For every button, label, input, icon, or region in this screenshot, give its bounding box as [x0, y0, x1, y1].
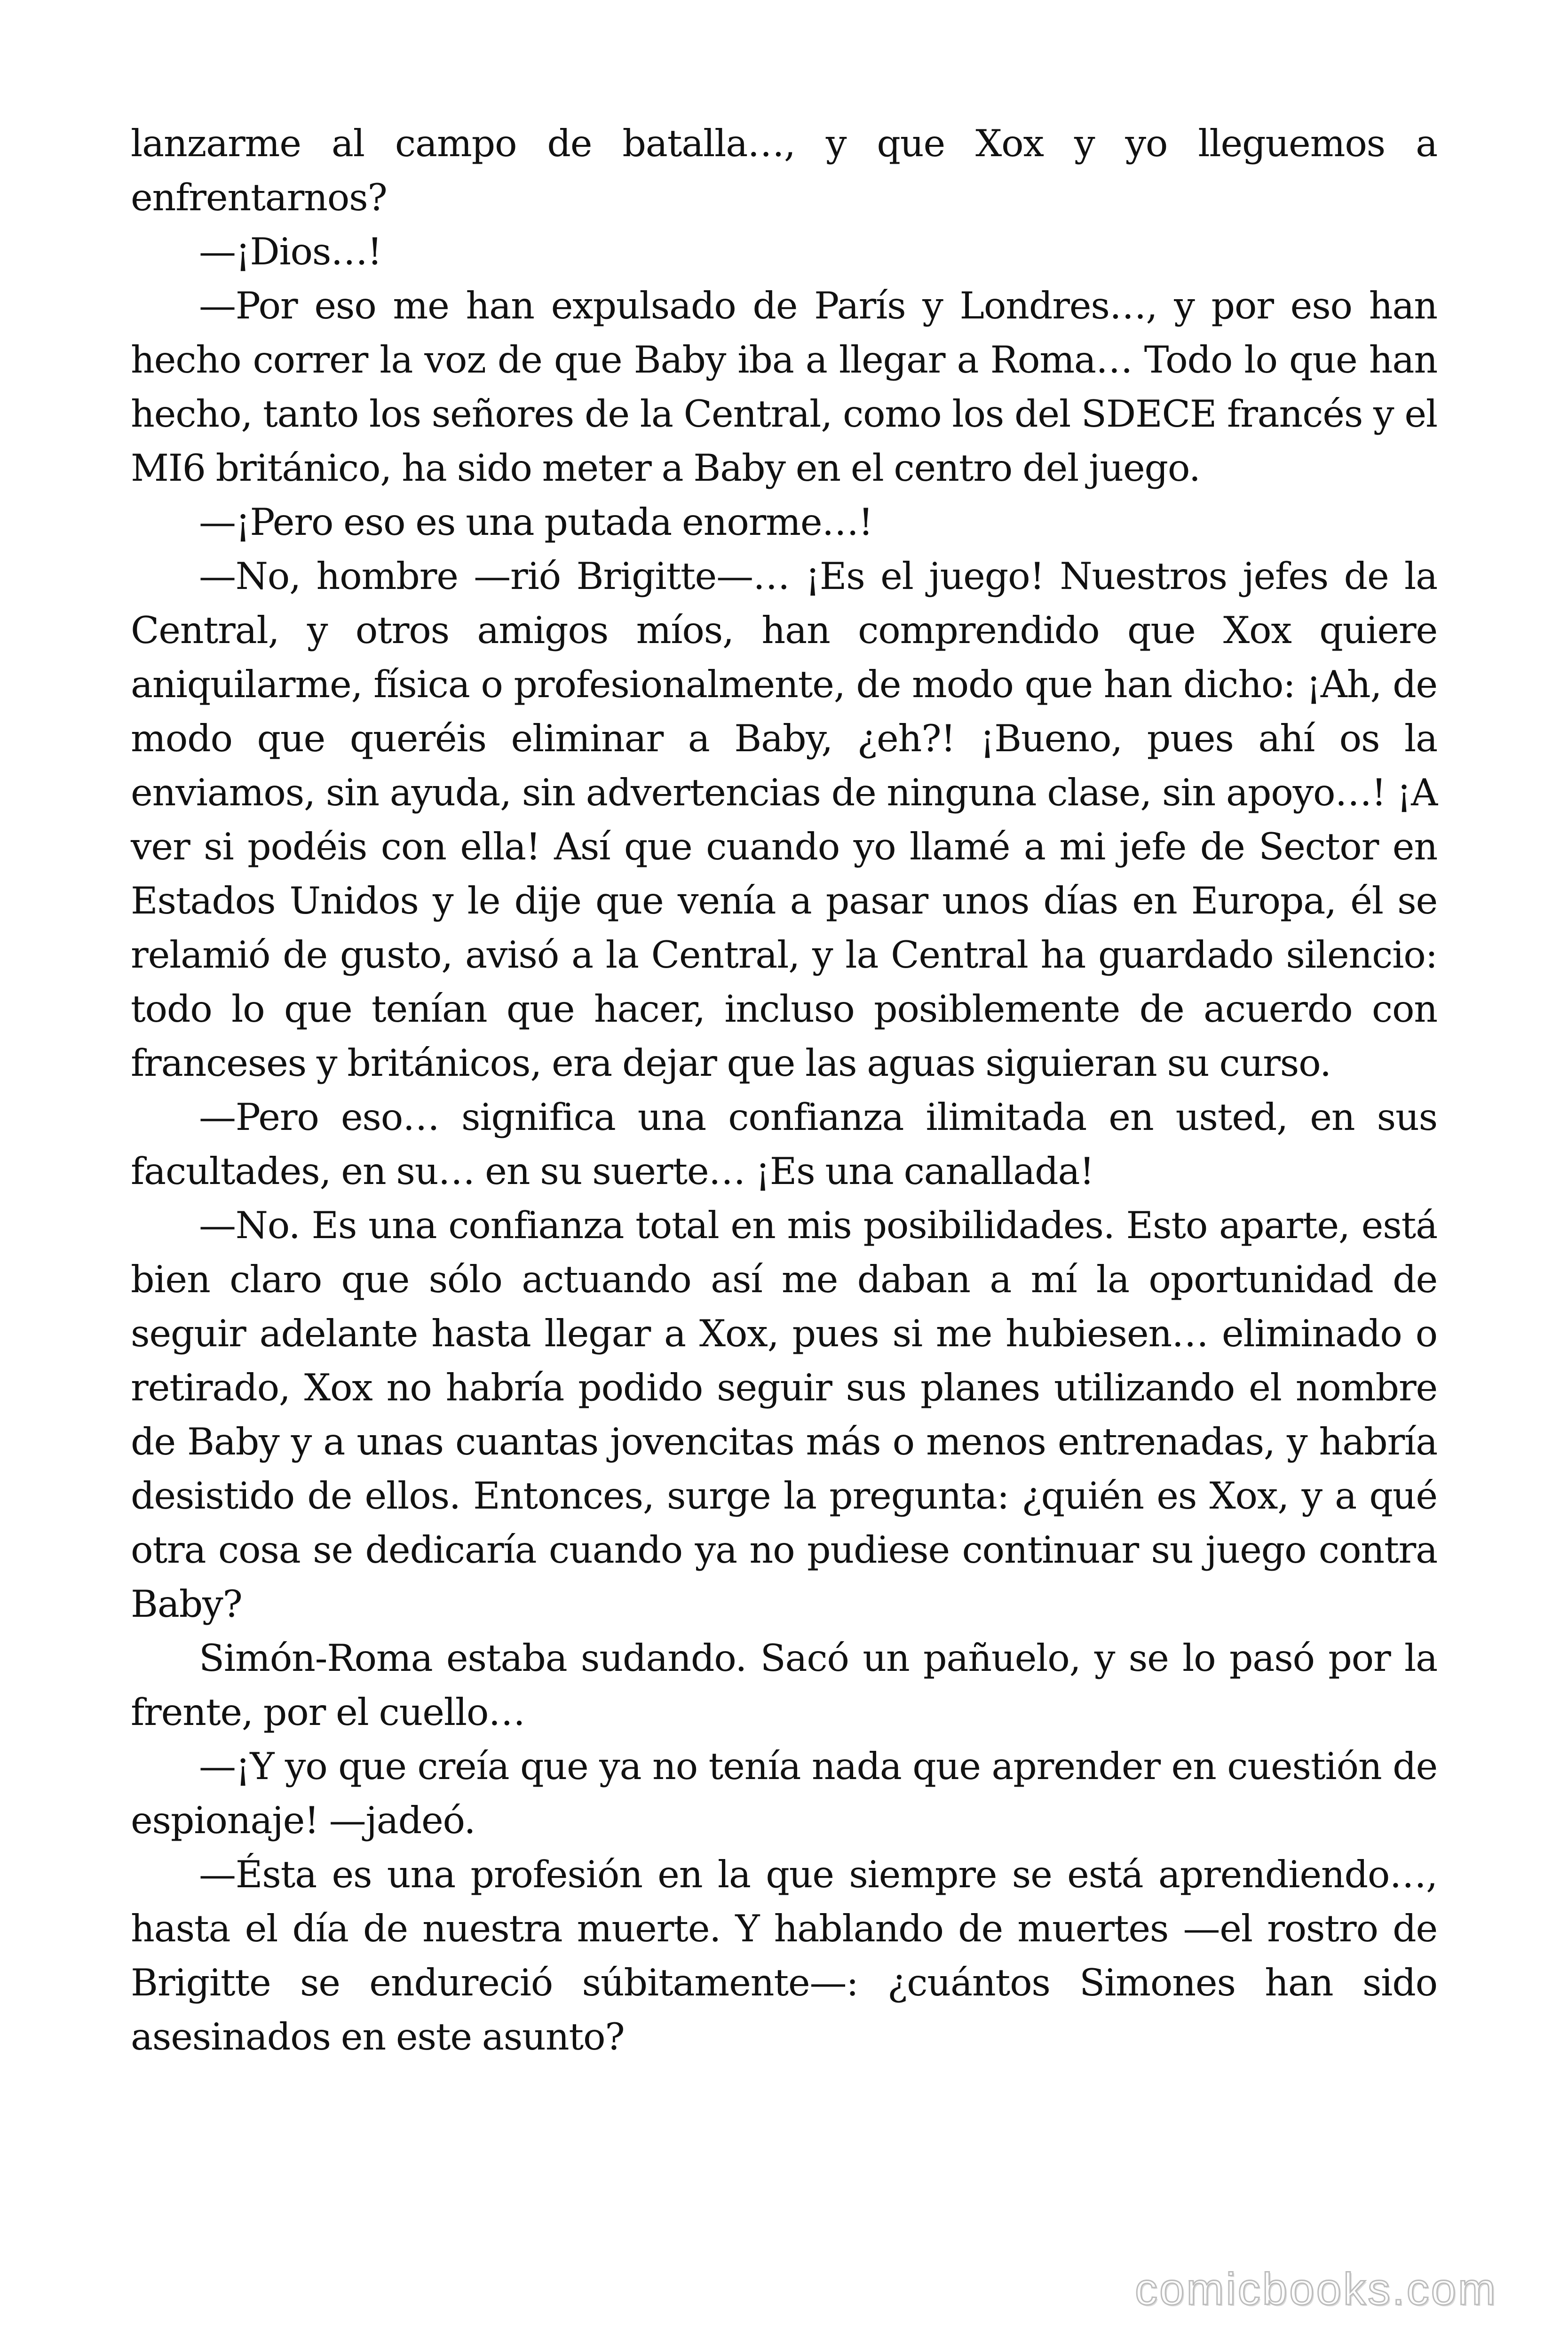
paragraph: —Por eso me han expulsado de París y Londres…, y por eso han hecho correr la voz de que Baby iba a llegar a Roma… Todo lo que han hecho, tanto los señores de la Central, como los del SDECE francés y el MI6 británico, ha sido meter a Baby en el centro del juego.	[131, 284, 1437, 490]
paragraph: —No, hombre —rió Brigitte—… ¡Es el juego! Nuestros jefes de la Central, y otros amigos míos, han comprendido que Xox quiere aniquilarme, física o profesionalmente, de modo que han dicho: ¡Ah, de modo que queréis eliminar a Baby, ¿eh?! ¡Bueno, pues ahí os la enviamos, sin ayuda, sin advertencias de ninguna clase, sin apoyo…! ¡A ver si podéis con ella! Así que cuando yo llamé a mi jefe de Sector en Estados Unidos y le dije que venía a pasar unos días en Europa, él se relamió de gusto, avisó a la Central, y la Central ha guardado silencio: todo lo que tenían que hacer, incluso posiblemente de acuerdo con franceses y británicos, era dejar que las aguas siguieran su curso.	[131, 555, 1437, 1085]
paragraph: —¡Dios…!	[199, 230, 382, 273]
paragraph: —Pero eso… significa una confianza ilimitada en usted, en sus facultades, en su… en su suerte… ¡Es una canallada!	[131, 1096, 1437, 1193]
body-text	[131, 117, 1437, 2064]
watermark: comicbooks.com	[1135, 2264, 1497, 2314]
paragraph: —¡Pero eso es una putada enorme…!	[199, 501, 873, 544]
paragraph: lanzarme al campo de batalla…, y que Xox y yo lleguemos a enfrentarnos?	[131, 122, 1437, 219]
paragraph: —No. Es una confianza total en mis posibilidades. Esto aparte, está bien claro que sólo actuando así me daban a mí la oportunidad de seguir adelante hasta llegar a Xox, pues si me hubiesen… eliminado o retirado, Xox no habría podido seguir sus planes utilizando el nombre de Baby y a unas cuantas jovencitas más o menos entrenadas, y habría desistido de ellos. Entonces, surge la pregunta: ¿quién es Xox, y a qué otra cosa se dedicaría cuando ya no pudiese continuar su juego contra Baby?	[131, 1204, 1437, 1626]
paragraph: Simón-Roma estaba sudando. Sacó un pañuelo, y se lo pasó por la frente, por el cuello…	[131, 1637, 1437, 1734]
paragraph: —Ésta es una profesión en la que siempre se está aprendiendo…, hasta el día de nuestra muerte. Y hablando de muertes —el rostro de Brigitte se endureció súbitamente—: ¿cuántos Simones han sido asesinados en este asunto?	[131, 1853, 1437, 2058]
paragraph: —¡Y yo que creía que ya no tenía nada que aprender en cuestión de espionaje! —jadeó.	[131, 1745, 1437, 1842]
